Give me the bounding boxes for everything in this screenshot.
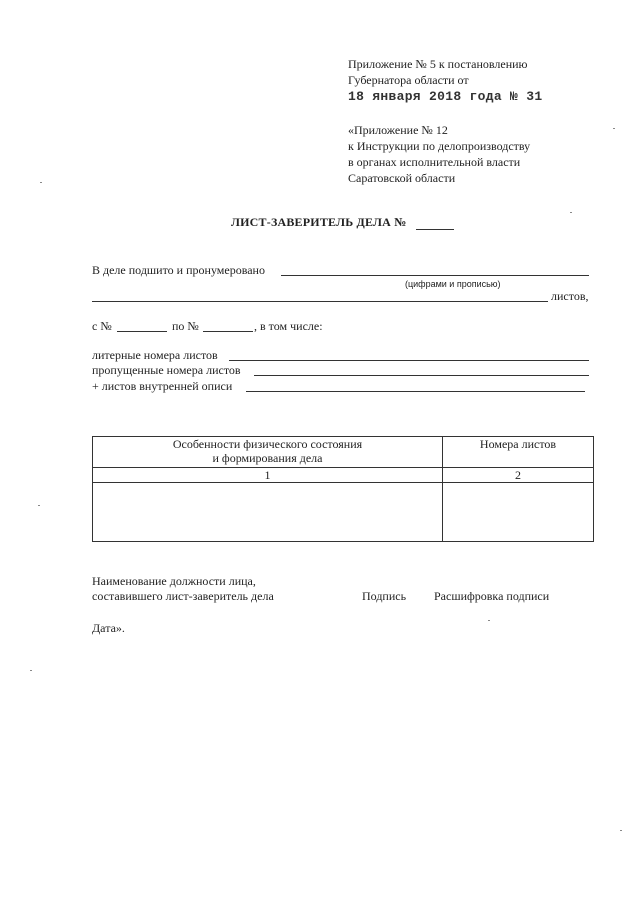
hint-digits-words: (цифрами и прописью) [405,279,501,289]
table-row [93,483,594,542]
signature-decode-label: Расшифровка подписи [434,589,550,603]
header-date-number: 18 января 2018 года № 31 [348,89,543,104]
document-title: ЛИСТ-ЗАВЕРИТЕЛЬ ДЕЛА № [231,215,407,229]
to-number-blank[interactable] [203,331,253,332]
position-label-line-2: составившего лист-заверитель дела [92,589,274,603]
date-label: Дата». [92,621,125,635]
case-number-blank[interactable] [416,229,454,230]
to-label: по № [172,319,199,333]
case-features-table [92,436,594,542]
table-header-features-line-1: Особенности физического состояния [172,437,363,451]
literal-numbers-label: литерные номера листов [92,348,218,362]
signature-label: Подпись [362,589,407,603]
scan-speck [613,128,615,129]
position-label-line-1: Наименование должности лица, [92,574,256,588]
filed-label: В деле подшито и пронумеровано [92,263,265,277]
appendix-line-3: в органах исполнительной власти [348,155,521,169]
scan-speck [40,182,42,183]
filed-count-words-blank[interactable] [92,301,548,302]
table-header-features-line-2: и формирования дела [212,451,323,465]
missing-numbers-label: пропущенные номера листов [92,363,241,377]
missing-numbers-blank[interactable] [254,375,589,376]
appendix-line-1: «Приложение № 12 [348,123,448,137]
table-header-sheet-numbers: Номера листов [443,437,594,468]
appendix-line-2: к Инструкции по делопроизводству [348,139,531,153]
scan-speck [570,212,572,213]
table-number-row [93,468,594,483]
literal-numbers-blank[interactable] [229,360,589,361]
inventory-sheets-label: + листов внутренней описи [92,379,233,393]
including-label: , в том числе: [254,319,323,333]
scan-speck [30,670,32,671]
table-col-number-1: 1 [93,468,443,483]
from-number-blank[interactable] [117,331,167,332]
table-cell-sheet-numbers[interactable] [443,483,594,542]
header-line-1: Приложение № 5 к постановлению [348,57,528,71]
table-header-features [93,437,443,468]
filed-count-blank[interactable] [281,275,589,276]
from-label: с № [92,319,112,333]
table-col-number-2: 2 [443,468,594,483]
scan-speck [38,505,40,506]
header-line-2: Губернатора области от [348,73,469,87]
scan-speck [488,620,490,621]
sheets-label: листов, [551,289,589,303]
scan-speck [620,830,622,831]
appendix-line-4: Саратовской области [348,171,456,185]
table-header-row [93,437,594,468]
inventory-sheets-blank[interactable] [246,391,585,392]
table-cell-features[interactable] [93,483,443,542]
